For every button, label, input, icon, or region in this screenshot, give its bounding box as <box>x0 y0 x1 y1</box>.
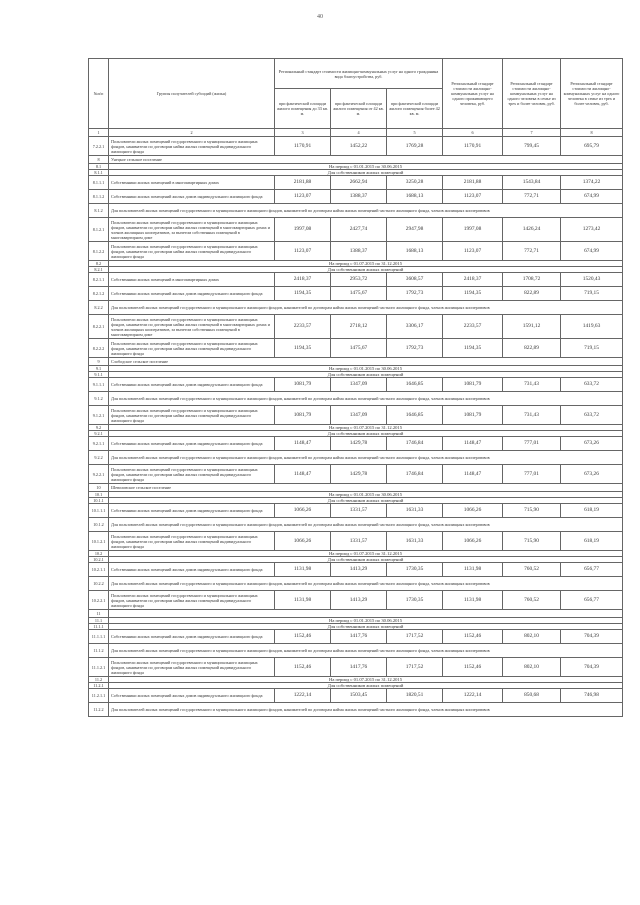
standard-value: 1717,52 <box>387 630 443 644</box>
row-number: 8.1.1.1 <box>89 176 109 190</box>
standard-value: 1081,79 <box>275 406 331 425</box>
standard-value: 1194,35 <box>443 287 503 301</box>
standard-value: 719,15 <box>561 339 623 358</box>
table-row <box>89 273 623 287</box>
col-index: 2 <box>109 129 275 137</box>
note-row <box>89 644 623 658</box>
table-row <box>89 504 623 518</box>
standard-value: 1152,46 <box>275 630 331 644</box>
row-number: 9.1.2 <box>89 392 109 406</box>
standard-value: 1769,28 <box>387 137 443 156</box>
period-label: Для собственников жилых помещений <box>109 431 623 437</box>
standard-value: 704,39 <box>561 630 623 644</box>
standard-value: 1194,35 <box>443 339 503 358</box>
standard-value: 1475,67 <box>331 339 387 358</box>
recipient-group: Пользователи жилых помещений государственного и муниципального жилищных фондов, наниматели по договорам найма жилых помещений индивидуального жилищного фонда <box>109 339 275 358</box>
col-index: 8 <box>561 129 623 137</box>
row-number: 9.1.1.1 <box>89 378 109 392</box>
table-row <box>89 689 623 703</box>
row-number: 8.1.2.2 <box>89 242 109 261</box>
standard-value: 1347,09 <box>331 406 387 425</box>
standard-value: 618,19 <box>561 504 623 518</box>
row-number: 11.2 <box>89 677 109 683</box>
standard-value: 850,68 <box>503 689 561 703</box>
standard-value: 1730,35 <box>387 563 443 577</box>
standard-value: 1081,79 <box>443 406 503 425</box>
row-number: 9.1.1 <box>89 372 109 378</box>
table-row <box>89 658 623 677</box>
subgroup-note: Для пользователей жилых помещений государственного и муниципального жилищного фондов, нанимателей по договорам найма жилых помещений частного жилищного фонда, членов жилищных кооперативов <box>109 518 623 532</box>
standard-value: 1331,57 <box>331 504 387 518</box>
row-number: 11.2.1 <box>89 683 109 689</box>
standard-value: 1194,35 <box>275 339 331 358</box>
standard-value: 1170,91 <box>275 137 331 156</box>
standard-value: 1081,79 <box>443 378 503 392</box>
standard-value: 1429,78 <box>331 437 387 451</box>
note-row <box>89 518 623 532</box>
standard-value: 1388,37 <box>331 190 387 204</box>
standard-value: 1426,24 <box>503 218 561 242</box>
standard-value: 1131,98 <box>275 563 331 577</box>
standard-value: 3250,28 <box>387 176 443 190</box>
subgroup-note: Для пользователей жилых помещений государственного и муниципального жилищного фондов, нанимателей по договорам найма жилых помещений частного жилищного фонда, членов жилищных кооперативов <box>109 392 623 406</box>
standard-value: 772,71 <box>503 242 561 261</box>
standard-value: 1646,85 <box>387 378 443 392</box>
note-row <box>89 392 623 406</box>
row-number: 10.1.1 <box>89 498 109 504</box>
row-number: 7.2.2.1 <box>89 137 109 156</box>
standard-value: 1792,73 <box>387 287 443 301</box>
standard-value: 1123,07 <box>443 242 503 261</box>
standard-value: 1543,84 <box>503 176 561 190</box>
standard-value: 1123,07 <box>443 190 503 204</box>
section-row <box>89 358 623 366</box>
standard-value: 1066,26 <box>443 504 503 518</box>
standard-value: 1646,85 <box>387 406 443 425</box>
standard-value: 1131,98 <box>275 591 331 610</box>
col-header-no: №п/п <box>89 59 109 129</box>
table-row <box>89 242 623 261</box>
standard-value: 822,89 <box>503 287 561 301</box>
period-label: Для собственников жилых помещений <box>109 557 623 563</box>
col-header-two: Региональный стандарт стоимости жилищно-коммунальных услуг на одного человека в семье из трех и более человек, руб. <box>503 59 561 129</box>
column-index-row <box>89 129 623 137</box>
period-label: На период с 01.07.2015 по 31.12.2015 <box>109 261 623 267</box>
row-number: 8 <box>89 156 109 164</box>
standard-value: 673,26 <box>561 465 623 484</box>
col-index: 1 <box>89 129 109 137</box>
row-number: 11.1.2 <box>89 644 109 658</box>
recipient-group: Пользователи жилых помещений государственного и муниципального жилищных фондов, наниматели по договорам найма жилых помещений индивидуального жилищного фонда <box>109 658 275 677</box>
table-row <box>89 218 623 242</box>
table-row <box>89 378 623 392</box>
standard-value: 715,90 <box>503 532 561 551</box>
standard-value: 704,39 <box>561 658 623 677</box>
table-row <box>89 339 623 358</box>
row-number: 8.2.2 <box>89 301 109 315</box>
col-header-group: Группы получателей субсидий (жилья) <box>109 59 275 129</box>
row-number: 11.2.1.1 <box>89 689 109 703</box>
standard-value: 1429,78 <box>331 465 387 484</box>
col-index: 5 <box>387 129 443 137</box>
standard-value: 656,77 <box>561 591 623 610</box>
note-row <box>89 703 623 717</box>
period-label: Для собственников жилых помещений <box>109 498 623 504</box>
period-label: Для собственников жилых помещений <box>109 372 623 378</box>
table-row <box>89 137 623 156</box>
standard-value: 777,01 <box>503 465 561 484</box>
recipient-group: Пользователи жилых помещений государственного и муниципального жилищных фондов, наниматели по договорам найма жилых помещений индивидуального жилищного фонда <box>109 242 275 261</box>
section-row <box>89 610 623 618</box>
standard-value: 1347,09 <box>331 378 387 392</box>
standard-value: 656,77 <box>561 563 623 577</box>
standard-value: 822,89 <box>503 339 561 358</box>
standard-value: 1503,45 <box>331 689 387 703</box>
standard-value: 1123,07 <box>275 242 331 261</box>
settlement-title: Слободское сельское поселение <box>109 358 623 366</box>
standard-value: 1717,52 <box>387 658 443 677</box>
recipient-group: Собственники жилых помещений жилых домов индивидуального жилищного фонда <box>109 287 275 301</box>
settlement-title: Унецкое сельское поселение <box>109 156 623 164</box>
subgroup-note: Для пользователей жилых помещений государственного и муниципального жилищного фондов, нанимателей по договорам найма жилых помещений частного жилищного фонда, членов жилищных кооперативов <box>109 204 623 218</box>
standard-value: 2718,12 <box>331 315 387 339</box>
row-number: 10.2 <box>89 551 109 557</box>
recipient-group: Собственники жилых помещений жилых домов индивидуального жилищного фонда <box>109 630 275 644</box>
note-row <box>89 204 623 218</box>
standard-value: 1591,12 <box>503 315 561 339</box>
period-label: На период с 01.07.2015 по 31.12.2015 <box>109 425 623 431</box>
recipient-group: Пользователи жилых помещений государственного и муниципального жилищных фондов, наниматели по договорам найма жилых помещений индивидуального жилищного фонда <box>109 137 275 156</box>
standard-value: 1123,07 <box>275 190 331 204</box>
standard-value: 1413,29 <box>331 563 387 577</box>
standard-value: 731,43 <box>503 378 561 392</box>
table-row <box>89 563 623 577</box>
standard-value: 802,10 <box>503 630 561 644</box>
standard-value: 1688,13 <box>387 242 443 261</box>
standard-value: 1475,67 <box>331 287 387 301</box>
recipient-group: Собственники жилых помещений в многоквартирных домах <box>109 273 275 287</box>
period-label: Для собственников жилых помещений <box>109 624 623 630</box>
period-label: Для собственников жилых помещений <box>109 267 623 273</box>
standard-value: 1388,37 <box>331 242 387 261</box>
subheader-small-area: при фактической площади жилого помещения до 33 кв. м. <box>275 89 331 129</box>
standard-value: 772,71 <box>503 190 561 204</box>
table-row <box>89 406 623 425</box>
standard-value: 2427,74 <box>331 218 387 242</box>
standard-value: 1413,29 <box>331 591 387 610</box>
standard-value: 1148,47 <box>275 465 331 484</box>
row-number: 10 <box>89 484 109 492</box>
row-number: 9.1 <box>89 366 109 372</box>
standard-value: 1730,35 <box>387 591 443 610</box>
table-row <box>89 437 623 451</box>
standard-value: 1081,79 <box>275 378 331 392</box>
col-index: 4 <box>331 129 387 137</box>
row-number: 11.1 <box>89 618 109 624</box>
settlement-title: Шеволовское сельское поселение <box>109 484 623 492</box>
standard-value: 1417,76 <box>331 630 387 644</box>
standard-value: 1131,98 <box>443 563 503 577</box>
row-number: 8.2.2.1 <box>89 315 109 339</box>
row-number: 8.2 <box>89 261 109 267</box>
col-header-single: Региональный стандарт стоимости жилищно-коммунальных услуг на одного проживающего человека, руб. <box>443 59 503 129</box>
standard-value: 2181,88 <box>443 176 503 190</box>
period-label: Для собственников жилых помещений <box>109 683 623 689</box>
standard-value: 715,90 <box>503 504 561 518</box>
row-number: 11 <box>89 610 109 618</box>
period-label: На период с 01.01.2015 по 30.06.2015 <box>109 366 623 372</box>
standard-value: 3306,17 <box>387 315 443 339</box>
standard-value: 1452,22 <box>331 137 387 156</box>
standard-value: 1997,08 <box>275 218 331 242</box>
row-number: 8.2.2.2 <box>89 339 109 358</box>
recipient-group: Пользователи жилых помещений государственного и муниципального жилищных фондов, наниматели по договорам найма жилых помещений индивидуального жилищного фонда <box>109 591 275 610</box>
recipient-group: Собственники жилых помещений жилых домов индивидуального жилищного фонда <box>109 563 275 577</box>
regional-standards-table <box>88 58 623 717</box>
subgroup-note: Для пользователей жилых помещений государственного и муниципального жилищного фондов, нанимателей по договорам найма жилых помещений частного жилищного фонда, членов жилищных кооперативов <box>109 451 623 465</box>
standard-value: 1148,47 <box>443 437 503 451</box>
standard-value: 1066,26 <box>275 504 331 518</box>
row-number: 8.1 <box>89 164 109 170</box>
table-row <box>89 176 623 190</box>
row-number: 9 <box>89 358 109 366</box>
row-number: 8.1.2.1 <box>89 218 109 242</box>
standard-value: 674,99 <box>561 190 623 204</box>
table-row <box>89 591 623 610</box>
table-body <box>89 137 623 717</box>
row-number: 8.2.1.1 <box>89 273 109 287</box>
recipient-group: Собственники жилых помещений жилых домов индивидуального жилищного фонда <box>109 689 275 703</box>
row-number: 11.1.1 <box>89 624 109 630</box>
row-number: 11.2.2 <box>89 703 109 717</box>
standard-value: 618,19 <box>561 532 623 551</box>
standard-value: 1997,08 <box>443 218 503 242</box>
standard-value: 1746,84 <box>387 437 443 451</box>
note-row <box>89 577 623 591</box>
row-number: 10.1.1.1 <box>89 504 109 518</box>
standard-value: 1820,51 <box>387 689 443 703</box>
standard-value: 2233,57 <box>443 315 503 339</box>
standard-value: 802,10 <box>503 658 561 677</box>
recipient-group: Пользователи жилых помещений государственного и муниципального жилищных фондов, наниматели по договорам найма жилых помещений индивидуального жилищного фонда <box>109 532 275 551</box>
period-label: На период с 01.07.2015 по 31.12.2015 <box>109 551 623 557</box>
recipient-group: Собственники жилых помещений жилых домов индивидуального жилищного фонда <box>109 378 275 392</box>
row-number: 8.2.1.2 <box>89 287 109 301</box>
table-row <box>89 190 623 204</box>
row-number: 10.1.2.1 <box>89 532 109 551</box>
standard-value: 1631,33 <box>387 532 443 551</box>
standard-value: 2181,88 <box>275 176 331 190</box>
row-number: 10.1.2 <box>89 518 109 532</box>
col-index: 6 <box>443 129 503 137</box>
standard-value: 1066,26 <box>275 532 331 551</box>
row-number: 10.1 <box>89 492 109 498</box>
row-number: 11.1.1.1 <box>89 630 109 644</box>
subgroup-note: Для пользователей жилых помещений государственного и муниципального жилищного фондов, нанимателей по договорам найма жилых помещений частного жилищного фонда, членов жилищных кооперативов <box>109 577 623 591</box>
standard-value: 674,99 <box>561 242 623 261</box>
standard-value: 2947,98 <box>387 218 443 242</box>
standard-value: 1148,47 <box>443 465 503 484</box>
period-label: На период с 01.01.2015 по 30.06.2015 <box>109 164 623 170</box>
standard-value: 760,52 <box>503 563 561 577</box>
period-label: Для собственников жилых помещений <box>109 170 623 176</box>
standard-value: 1520,43 <box>561 273 623 287</box>
standard-value: 760,52 <box>503 591 561 610</box>
table-row <box>89 465 623 484</box>
period-label: На период с 01.01.2015 по 30.06.2015 <box>109 618 623 624</box>
standard-value: 777,01 <box>503 437 561 451</box>
row-number: 8.1.1.2 <box>89 190 109 204</box>
standard-value: 1066,26 <box>443 532 503 551</box>
col-index: 7 <box>503 129 561 137</box>
row-number: 11.1.2.1 <box>89 658 109 677</box>
standard-value: 746,98 <box>561 689 623 703</box>
recipient-group: Пользователи жилых помещений государственного и муниципального жилищных фондов, наниматели по договорам найма жилых помещений в многоквартирных домах и членов жилищных кооперативов, за вычетом собственных помещений в многоквартирном доме <box>109 315 275 339</box>
standard-value: 1152,46 <box>443 658 503 677</box>
subgroup-note: Для пользователей жилых помещений государственного и муниципального жилищного фондов, нанимателей по договорам найма жилых помещений частного жилищного фонда, членов жилищных кооперативов <box>109 644 623 658</box>
standard-value: 1273,42 <box>561 218 623 242</box>
standard-value: 1331,57 <box>331 532 387 551</box>
table-row <box>89 287 623 301</box>
col-header-standard: Региональный стандарт стоимости жилищно-коммунальных услуг на одного гражданина вида благоустройства, руб. <box>275 59 443 89</box>
recipient-group: Собственники жилых помещений жилых домов индивидуального жилищного фонда <box>109 504 275 518</box>
row-number: 10.2.1 <box>89 557 109 563</box>
subgroup-note: Для пользователей жилых помещений государственного и муниципального жилищного фондов, нанимателей по договорам найма жилых помещений частного жилищного фонда, членов жилищных кооперативов <box>109 301 623 315</box>
standard-value: 3608,57 <box>387 273 443 287</box>
recipient-group: Собственники жилых помещений жилых домов индивидуального жилищного фонда <box>109 190 275 204</box>
standard-value: 2418,37 <box>275 273 331 287</box>
section-row <box>89 156 623 164</box>
recipient-group: Собственники жилых помещений жилых домов индивидуального жилищного фонда <box>109 437 275 451</box>
standard-value: 1688,13 <box>387 190 443 204</box>
standard-value: 1194,35 <box>275 287 331 301</box>
standard-value: 1374,22 <box>561 176 623 190</box>
row-number: 8.1.2 <box>89 204 109 218</box>
col-header-family: Региональный стандарт стоимости жилищно-коммунальных услуг на одного человека в семье из трех и более человек, руб. <box>561 59 623 129</box>
standard-value: 1152,46 <box>443 630 503 644</box>
standard-value: 731,43 <box>503 406 561 425</box>
col-index: 3 <box>275 129 331 137</box>
standard-value: 2418,37 <box>443 273 503 287</box>
standard-value: 1746,84 <box>387 465 443 484</box>
settlement-title <box>109 610 623 618</box>
subgroup-note: Для пользователей жилых помещений государственного и муниципального жилищного фондов, нанимателей по договорам найма жилых помещений частного жилищного фонда, членов жилищных кооперативов <box>109 703 623 717</box>
period-label: На период с 01.01.2015 по 30.06.2015 <box>109 492 623 498</box>
period-label: На период с 01.07.2015 по 31.12.2015 <box>109 677 623 683</box>
standard-value: 799,45 <box>503 137 561 156</box>
standard-value: 633,72 <box>561 406 623 425</box>
standard-value: 1148,47 <box>275 437 331 451</box>
standard-value: 719,15 <box>561 287 623 301</box>
note-row <box>89 301 623 315</box>
row-number: 9.1.2.1 <box>89 406 109 425</box>
page-number: 40 <box>317 14 323 20</box>
standard-value: 1419,63 <box>561 315 623 339</box>
standard-value: 1222,14 <box>275 689 331 703</box>
row-number: 9.2.2 <box>89 451 109 465</box>
recipient-group: Пользователи жилых помещений государственного и муниципального жилищных фондов, наниматели по договорам найма жилых помещений индивидуального жилищного фонда <box>109 406 275 425</box>
table-row <box>89 630 623 644</box>
recipient-group: Собственники жилых помещений в многоквартирных домах <box>109 176 275 190</box>
section-row <box>89 484 623 492</box>
standard-value: 1792,73 <box>387 339 443 358</box>
row-number: 8.1.1 <box>89 170 109 176</box>
row-number: 9.2.2.1 <box>89 465 109 484</box>
subheader-large-area: при фактической площади жилого помещения более 42 кв. м. <box>387 89 443 129</box>
standard-value: 673,26 <box>561 437 623 451</box>
note-row <box>89 451 623 465</box>
row-number: 10.2.2.1 <box>89 591 109 610</box>
standard-value: 695,79 <box>561 137 623 156</box>
standard-value: 2662,94 <box>331 176 387 190</box>
standard-value: 1631,33 <box>387 504 443 518</box>
row-number: 8.2.1 <box>89 267 109 273</box>
standard-value: 1417,76 <box>331 658 387 677</box>
standard-value: 2953,72 <box>331 273 387 287</box>
table-row <box>89 532 623 551</box>
recipient-group: Пользователи жилых помещений государственного и муниципального жилищных фондов, наниматели по договорам найма жилых помещений в многоквартирных домах и членов жилищных кооперативов, за вычетом собственных помещений в многоквартирном доме <box>109 218 275 242</box>
row-number: 10.2.2 <box>89 577 109 591</box>
recipient-group: Пользователи жилых помещений государственного и муниципального жилищных фондов, наниматели по договорам найма жилых помещений индивидуального жилищного фонда <box>109 465 275 484</box>
row-number: 9.2 <box>89 425 109 431</box>
standard-value: 1708,72 <box>503 273 561 287</box>
standard-value: 1131,98 <box>443 591 503 610</box>
row-number: 9.2.1 <box>89 431 109 437</box>
standard-value: 2233,57 <box>275 315 331 339</box>
standard-value: 633,72 <box>561 378 623 392</box>
row-number: 9.2.1.1 <box>89 437 109 451</box>
standard-value: 1170,91 <box>443 137 503 156</box>
subheader-mid-area: при фактической площади жилого помещения от 42 кв. м. <box>331 89 387 129</box>
table-row <box>89 315 623 339</box>
standard-value: 1222,14 <box>443 689 503 703</box>
row-number: 10.2.1.1 <box>89 563 109 577</box>
standard-value: 1152,46 <box>275 658 331 677</box>
